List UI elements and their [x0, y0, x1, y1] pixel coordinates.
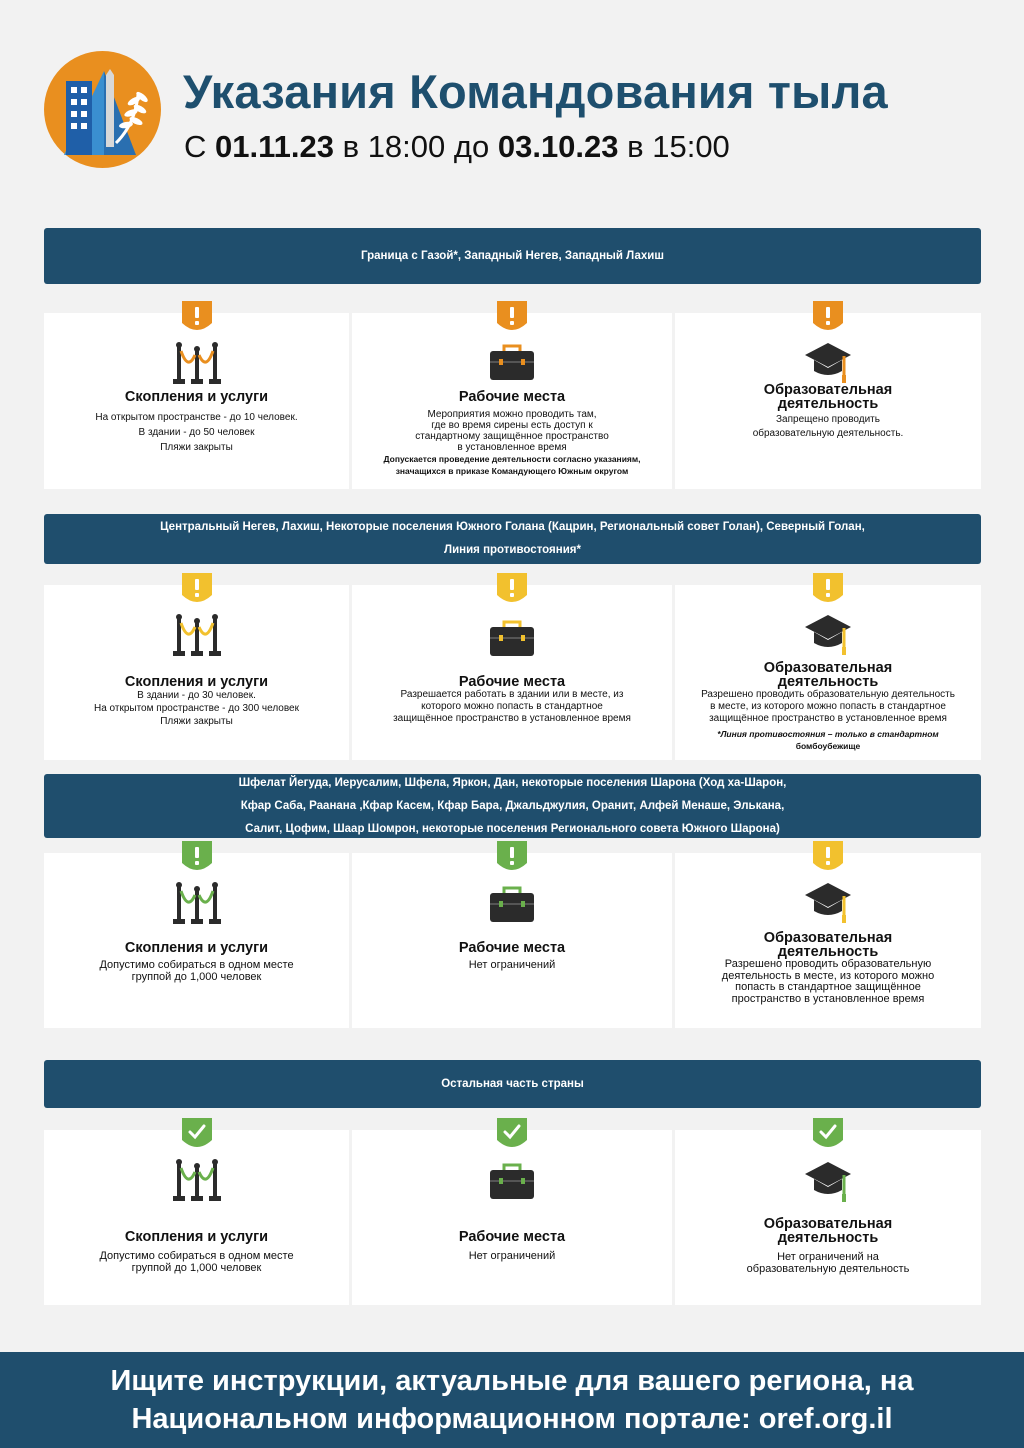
- caution-badge-icon: [813, 573, 843, 607]
- card-title: [675, 931, 981, 959]
- briefcase-icon: [489, 1162, 535, 1205]
- card-text: [362, 1250, 662, 1263]
- card-note: значащихся в приказе Командующего Южным округом: [395, 466, 629, 476]
- text-line: в месте, из которого можно попасть в стандартное: [710, 701, 946, 712]
- zone-1-cards: [44, 313, 981, 489]
- text-line: защищённое пространство в установленное время: [393, 713, 631, 724]
- zone-2-cards: [44, 585, 981, 760]
- card-education: [675, 313, 981, 489]
- card-title: [675, 383, 981, 411]
- date-from: 01.11.23: [215, 129, 334, 164]
- crowd-barrier-icon: [173, 341, 221, 390]
- briefcase-icon: [489, 885, 535, 928]
- region-line: Линия противостояния*: [444, 544, 581, 556]
- text-line: деятельность в месте, из которого можно: [721, 969, 935, 982]
- title-line: деятельность: [777, 1230, 879, 1246]
- home-front-command-logo-icon: [44, 51, 161, 168]
- region-name: [140, 516, 885, 562]
- text-line: образовательную деятельность: [746, 1263, 910, 1275]
- region-name: Остальная часть страны: [441, 1077, 584, 1090]
- text-line: пространство в установленное время: [731, 992, 925, 1005]
- title-line: деятельность: [777, 396, 879, 412]
- title-line: Образовательная: [763, 382, 893, 398]
- card-text: [685, 413, 971, 441]
- card-education: [675, 853, 981, 1028]
- card-text: [362, 959, 662, 972]
- card-workplaces: [352, 1130, 672, 1305]
- card-text: [54, 1250, 339, 1274]
- card-text: [362, 409, 662, 477]
- checkmark-badge-icon: [182, 1118, 212, 1152]
- validity-period: [184, 129, 730, 165]
- text-line: Запрещено проводить: [776, 414, 880, 425]
- card-title: Скопления и услуги: [124, 674, 269, 690]
- region-line: Кфар Саба, Раанана ,Кфар Касем, Кфар Бара, Джальджулия, Оранит, Алфей Менаше, Элькана,: [240, 799, 785, 812]
- graduation-cap-icon: [804, 881, 852, 930]
- text-line: Разрешается работать в здании или в месте, из: [400, 689, 624, 700]
- card-education: [675, 585, 981, 760]
- text-line: в установленное время: [457, 442, 567, 453]
- subtitle-prefix: С: [184, 129, 207, 164]
- card-note: бомбоубежище: [795, 741, 861, 751]
- allowed-badge-icon: [182, 841, 212, 875]
- text-line: группой до 1,000 человек: [131, 1262, 262, 1274]
- crowd-barrier-icon: [173, 1158, 221, 1207]
- card-gatherings: [44, 853, 349, 1028]
- crowd-barrier-icon: [173, 613, 221, 662]
- title-line: деятельность: [777, 674, 879, 690]
- checkmark-badge-icon: [497, 1118, 527, 1152]
- allowed-badge-icon: [497, 841, 527, 875]
- text-line: Разрешено проводить образовательную: [724, 958, 932, 970]
- date-to: 03.10.23: [497, 129, 619, 164]
- checkmark-badge-icon: [813, 1118, 843, 1152]
- caution-badge-icon: [813, 841, 843, 875]
- text-line: Пляжи закрыты: [160, 442, 233, 453]
- text-line: Нет ограничений: [468, 959, 556, 971]
- card-title: Скопления и услуги: [124, 1229, 269, 1245]
- text-line: которого можно попасть в стандартное: [421, 701, 603, 712]
- text-line: Пляжи закрыты: [160, 716, 233, 727]
- card-title: Рабочие места: [458, 940, 566, 956]
- warning-badge-icon: [813, 301, 843, 335]
- graduation-cap-icon: [804, 613, 852, 662]
- card-text: [54, 410, 339, 455]
- footer-line-portal[interactable]: Национальном информационном портале: oref.org.il: [131, 1403, 893, 1435]
- region-bar-zone-1: [44, 228, 981, 284]
- title-line: Образовательная: [763, 660, 893, 676]
- card-text: [54, 959, 339, 983]
- text-line: где во время сирены есть доступ к: [431, 420, 593, 431]
- warning-badge-icon: [182, 301, 212, 335]
- text-line: стандартному защищённое пространство: [415, 431, 609, 442]
- card-text: [685, 959, 971, 1005]
- card-title: [675, 661, 981, 689]
- card-education: [675, 1130, 981, 1305]
- text-line: На открытом пространстве - до 300 человек: [93, 703, 299, 714]
- time-from: в 18:00 до: [342, 129, 490, 164]
- card-gatherings: [44, 585, 349, 760]
- text-line: группой до 1,000 человек: [131, 971, 262, 983]
- text-line: Нет ограничений на: [777, 1251, 879, 1263]
- region-bar-zone-3: [44, 774, 981, 838]
- caution-badge-icon: [182, 573, 212, 607]
- card-title: [675, 1217, 981, 1245]
- header: [0, 0, 1024, 200]
- caution-badge-icon: [497, 573, 527, 607]
- text-line: В здании - до 30 человек.: [137, 690, 256, 701]
- footer-banner: [0, 1352, 1024, 1448]
- text-line: На открытом пространстве - до 10 человек.: [95, 412, 298, 423]
- card-workplaces: [352, 313, 672, 489]
- title-line: Образовательная: [763, 930, 893, 946]
- graduation-cap-icon: [804, 1160, 852, 1209]
- text-line: В здании - до 50 человек: [138, 427, 255, 438]
- card-workplaces: [352, 853, 672, 1028]
- card-note: *Линия противостояния – только в стандартном: [717, 729, 939, 739]
- region-line: Салит, Цофим, Шаар Шомрон, некоторые поселения Регионального совета Южного Шарона): [245, 822, 780, 835]
- briefcase-icon: [489, 343, 535, 386]
- text-line: Мероприятия можно проводить там,: [427, 409, 597, 420]
- warning-badge-icon: [497, 301, 527, 335]
- region-line: Шфелат Йегуда, Иерусалим, Шфела, Яркон, Дан, некоторые поселения Шарона (Ход ха-Шарон,: [238, 776, 787, 789]
- title-line: деятельность: [777, 944, 879, 960]
- card-title: Скопления и услуги: [124, 940, 269, 956]
- text-line: образовательную деятельность.: [752, 428, 904, 439]
- card-workplaces: [352, 585, 672, 760]
- region-bar-zone-4: [44, 1060, 981, 1108]
- card-title: Рабочие места: [458, 1229, 566, 1245]
- card-text: [54, 689, 339, 728]
- text-line: Допустимо собираться в одном месте: [99, 1250, 294, 1262]
- time-to: в 15:00: [627, 129, 730, 164]
- region-name: [219, 772, 807, 841]
- text-line: Допустимо собираться в одном месте: [99, 959, 294, 971]
- zone-3-cards: [44, 853, 981, 1028]
- card-text: [679, 689, 977, 752]
- card-note: Допускается проведение деятельности согласно указаниям,: [383, 454, 641, 464]
- title-line: Образовательная: [763, 1216, 893, 1232]
- footer-line: Ищите инструкции, актуальные для вашего региона, на: [110, 1365, 914, 1397]
- card-title: Скопления и услуги: [124, 389, 269, 405]
- card-title: Рабочие места: [458, 389, 566, 405]
- region-name: Граница с Газой*, Западный Негев, Западный Лахиш: [361, 249, 664, 262]
- text-line: Разрешено проводить образовательную деятельность: [701, 689, 955, 700]
- crowd-barrier-icon: [173, 881, 221, 930]
- page-title: Указания Командования тыла: [183, 65, 888, 118]
- text-line: защищённое пространство в установленное время: [709, 713, 947, 724]
- briefcase-icon: [489, 619, 535, 662]
- region-bar-zone-2: [44, 514, 981, 564]
- card-gatherings: [44, 313, 349, 489]
- text-line: попасть в стандартное защищённое: [735, 981, 921, 993]
- card-text: [362, 689, 662, 725]
- card-gatherings: [44, 1130, 349, 1305]
- text-line: Нет ограничений: [468, 1250, 556, 1262]
- region-line: Центральный Негев, Лахиш, Некоторые поселения Южного Голана (Кацрин, Региональный совет Голан), Северный Голан,: [160, 521, 865, 533]
- zone-4-cards: [44, 1130, 981, 1305]
- card-text: [685, 1251, 971, 1275]
- card-title: Рабочие места: [458, 674, 566, 690]
